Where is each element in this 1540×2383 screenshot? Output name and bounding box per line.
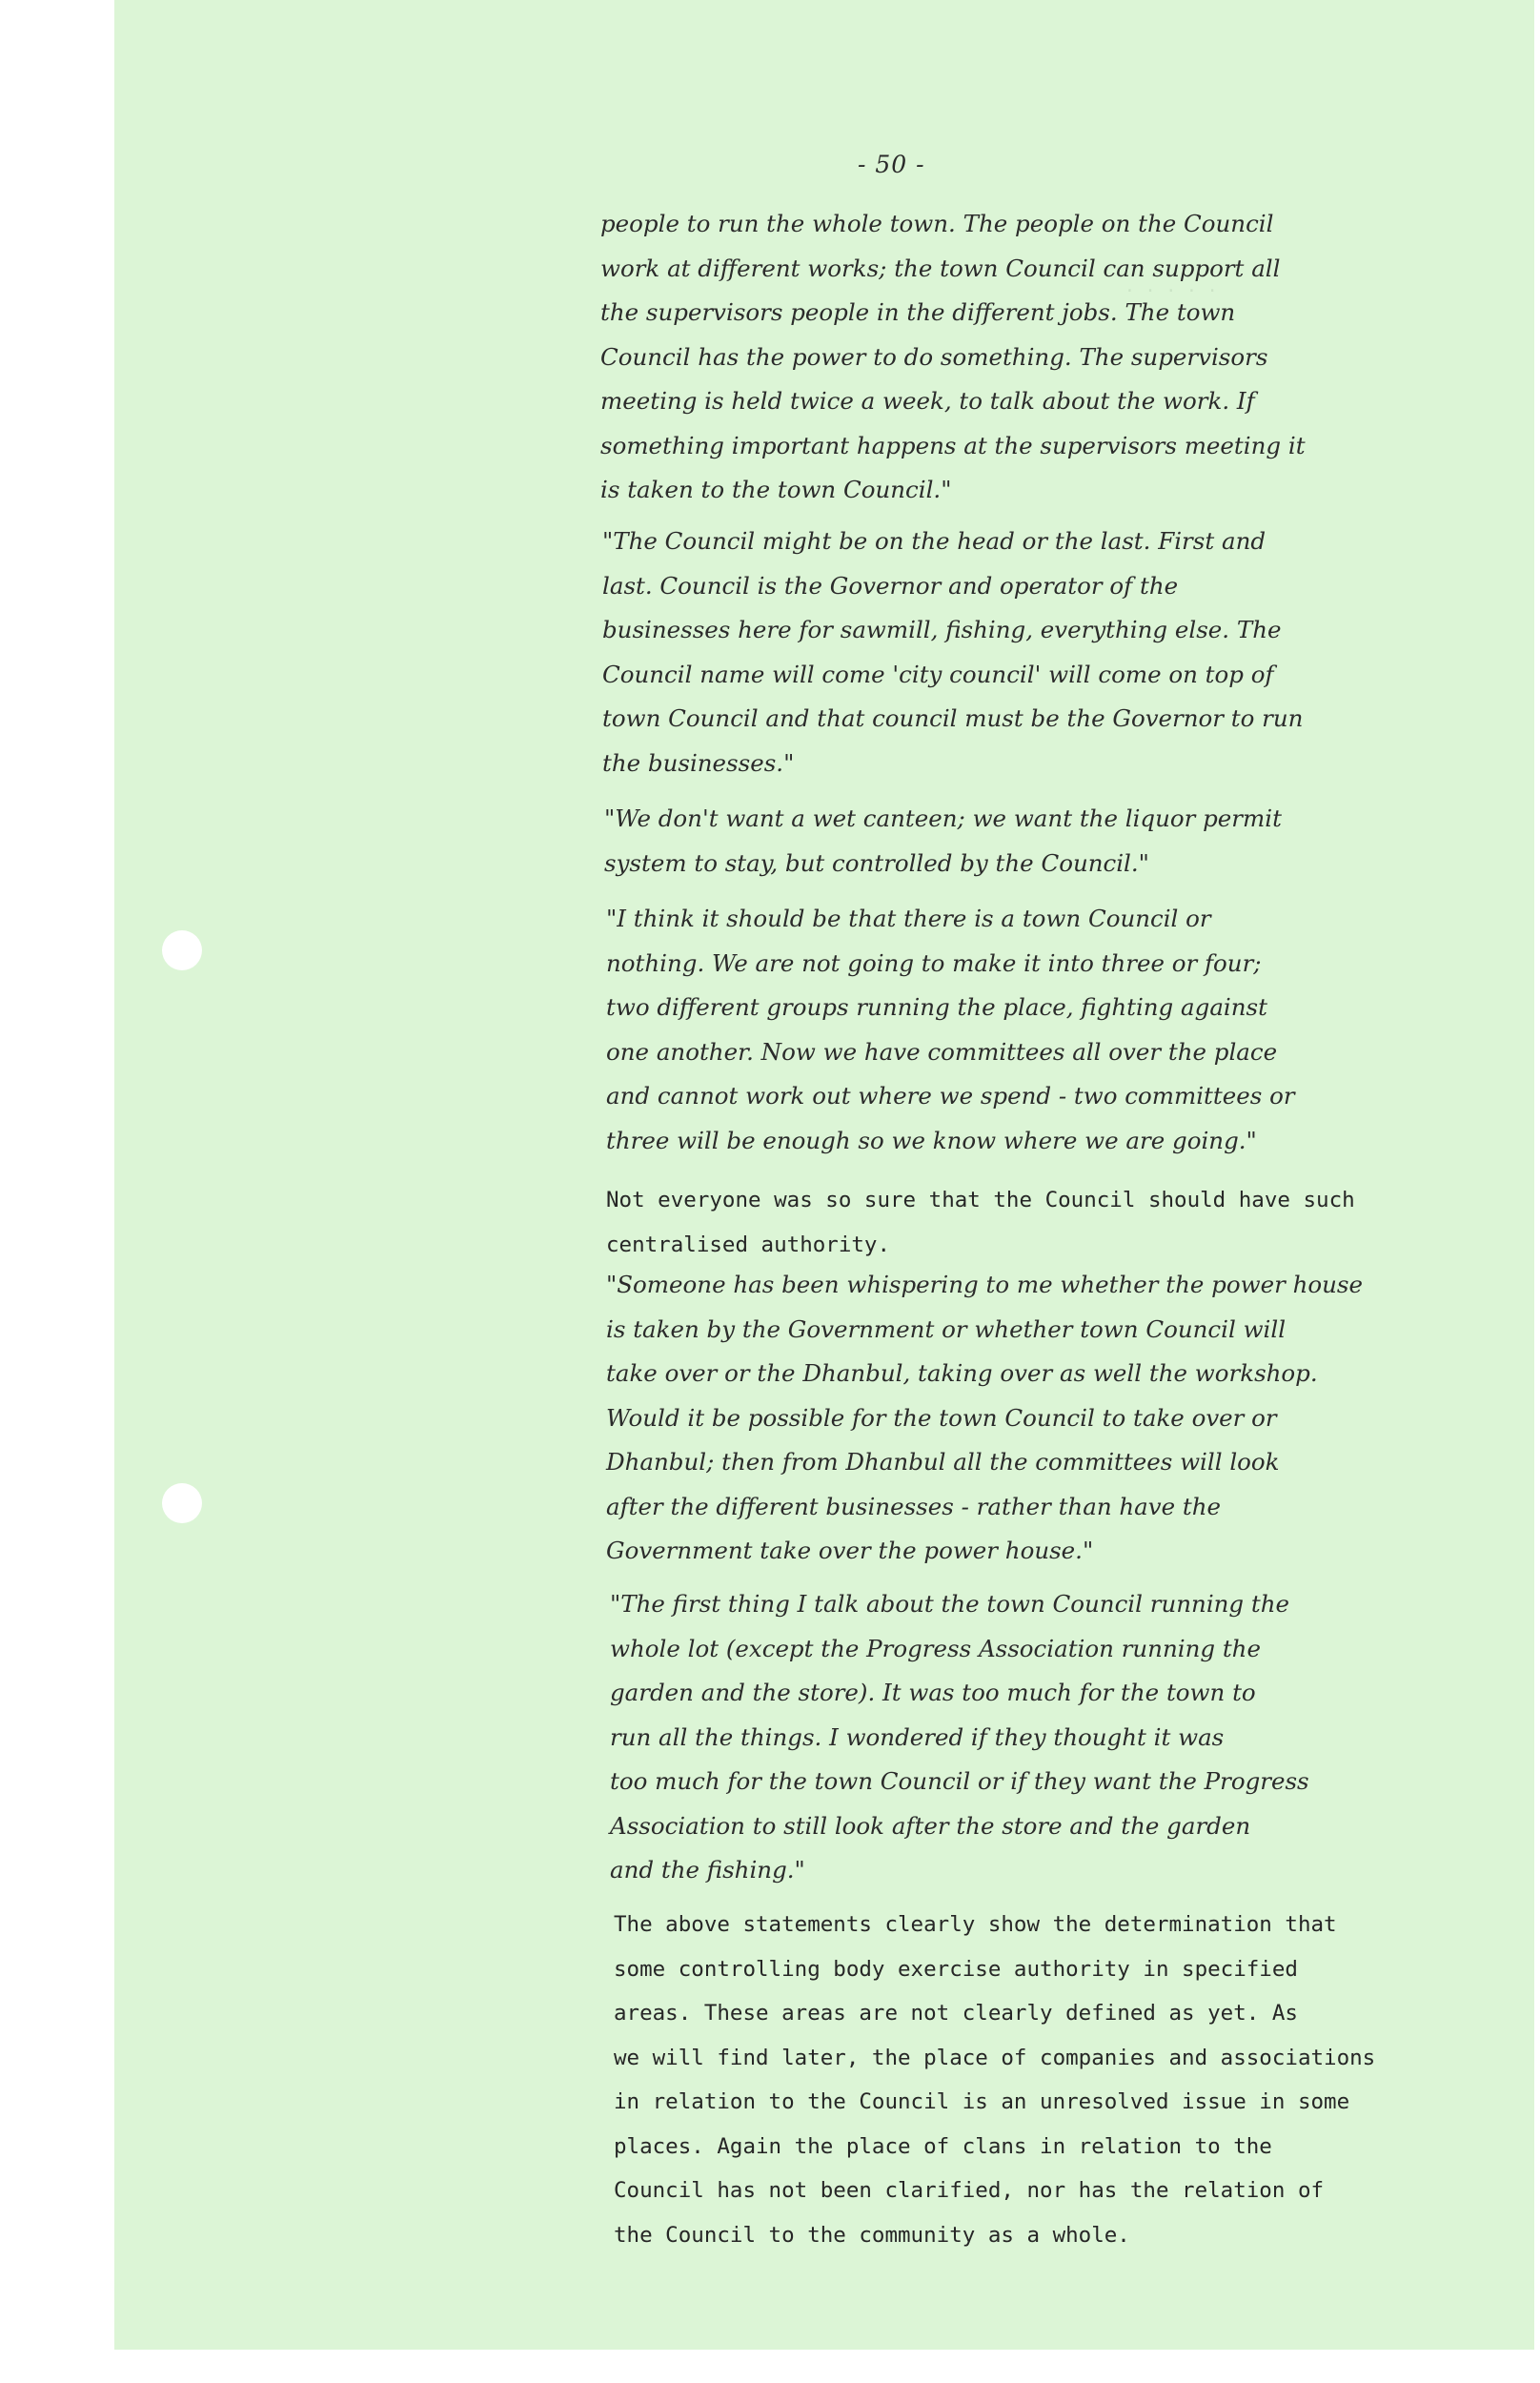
text-line: Council has the power to do something. The supervisors [600, 342, 1268, 371]
text-line: Council has not been clarified, nor has the relation of [614, 2178, 1325, 2203]
bleed-through-text: . . . . . [1125, 276, 1218, 296]
text-line: town Council and that council must be the Governor to run [602, 704, 1304, 732]
text-line: Council name will come 'city council' will come on top of [602, 660, 1274, 688]
text-line: areas. These areas are not clearly defined as yet. As [614, 2001, 1298, 2026]
text-line: two different groups running the place, fighting against [606, 993, 1267, 1021]
text-line: "We don't want a wet canteen; we want the liquor permit [604, 805, 1282, 832]
punch-hole-bottom [162, 1483, 202, 1523]
text-line: people to run the whole town. The people on the Council [600, 210, 1274, 237]
text-line: garden and the store). It was too much for the town to [610, 1679, 1256, 1706]
text-line: Would it be possible for the town Council to take over or [606, 1403, 1277, 1432]
punch-hole-top [162, 930, 202, 970]
text-line: "The first thing I talk about the town Council running the [610, 1590, 1290, 1618]
paragraph [610, 1582, 1309, 1893]
text-line: Dhanbul; then from Dhanbul all the committees will look [606, 1448, 1280, 1476]
text-line: "The Council might be on the head or the last. First and [602, 527, 1266, 555]
text-line: businesses here for sawmill, fishing, everything else. The [602, 616, 1282, 643]
text-line: nothing. We are not going to make it into three or four; [606, 948, 1262, 977]
text-line: last. Council is the Governor and operator of the [602, 571, 1179, 600]
paragraph [600, 202, 1306, 513]
text-line: places. Again the place of clans in relation to the [614, 2133, 1272, 2159]
text-line: and the fishing." [610, 1856, 805, 1884]
text-line: some controlling body exercise authority in specified [614, 1956, 1298, 1982]
page-number: - 50 - [858, 151, 925, 178]
text-line: meeting is held twice a week, to talk about the work. If [600, 387, 1255, 415]
paragraph [606, 1263, 1363, 1574]
text-line: in relation to the Council is an unresolved issue in some [614, 2089, 1350, 2114]
text-line: the supervisors people in the different jobs. The town [600, 298, 1236, 326]
text-line: is taken to the town Council." [600, 476, 952, 503]
text-line: run all the things. I wondered if they thought it was [610, 1722, 1225, 1751]
text-line: whole lot (except the Progress Association running the [610, 1634, 1261, 1662]
paragraph [602, 519, 1303, 785]
text-line: we will find later, the place of companies and associations [614, 2045, 1376, 2070]
text-line: is taken by the Government or whether town Council will [606, 1314, 1287, 1343]
text-line: "I think it should be that there is a town Council or [606, 905, 1211, 932]
text-line: and cannot work out where we spend - two committees or [606, 1082, 1295, 1110]
text-line: work at different works; the town Council can support all [600, 254, 1281, 282]
text-line: "Someone has been whispering to me whether the power house [606, 1271, 1363, 1298]
text-line: the businesses." [602, 748, 795, 777]
text-line: The above statements clearly show the determination that [614, 1912, 1337, 1937]
text-line: Not everyone was so sure that the Council should have such [606, 1188, 1355, 1212]
paragraph [604, 797, 1282, 886]
paragraph [614, 1903, 1375, 2257]
text-line: Government take over the power house." [606, 1537, 1094, 1564]
text-line: one another. Now we have committees all over the place [606, 1037, 1278, 1066]
text-line: after the different businesses - rather than have the [606, 1492, 1222, 1520]
paragraph [606, 1178, 1355, 1267]
text-line: system to stay, but controlled by the Council." [604, 848, 1149, 877]
text-line: too much for the town Council or if they want the Progress [610, 1767, 1309, 1795]
text-line: three will be enough so we know where we are going." [606, 1126, 1257, 1154]
text-line: centralised authority. [606, 1232, 891, 1257]
text-line: take over or the Dhanbul, taking over as well the workshop. [606, 1359, 1318, 1387]
text-line: something important happens at the supervisors meeting it [600, 431, 1306, 459]
text-line: the Council to the community as a whole. [614, 2222, 1130, 2248]
text-line: Association to still look after the store and the garden [610, 1811, 1251, 1840]
paragraph [606, 897, 1295, 1163]
